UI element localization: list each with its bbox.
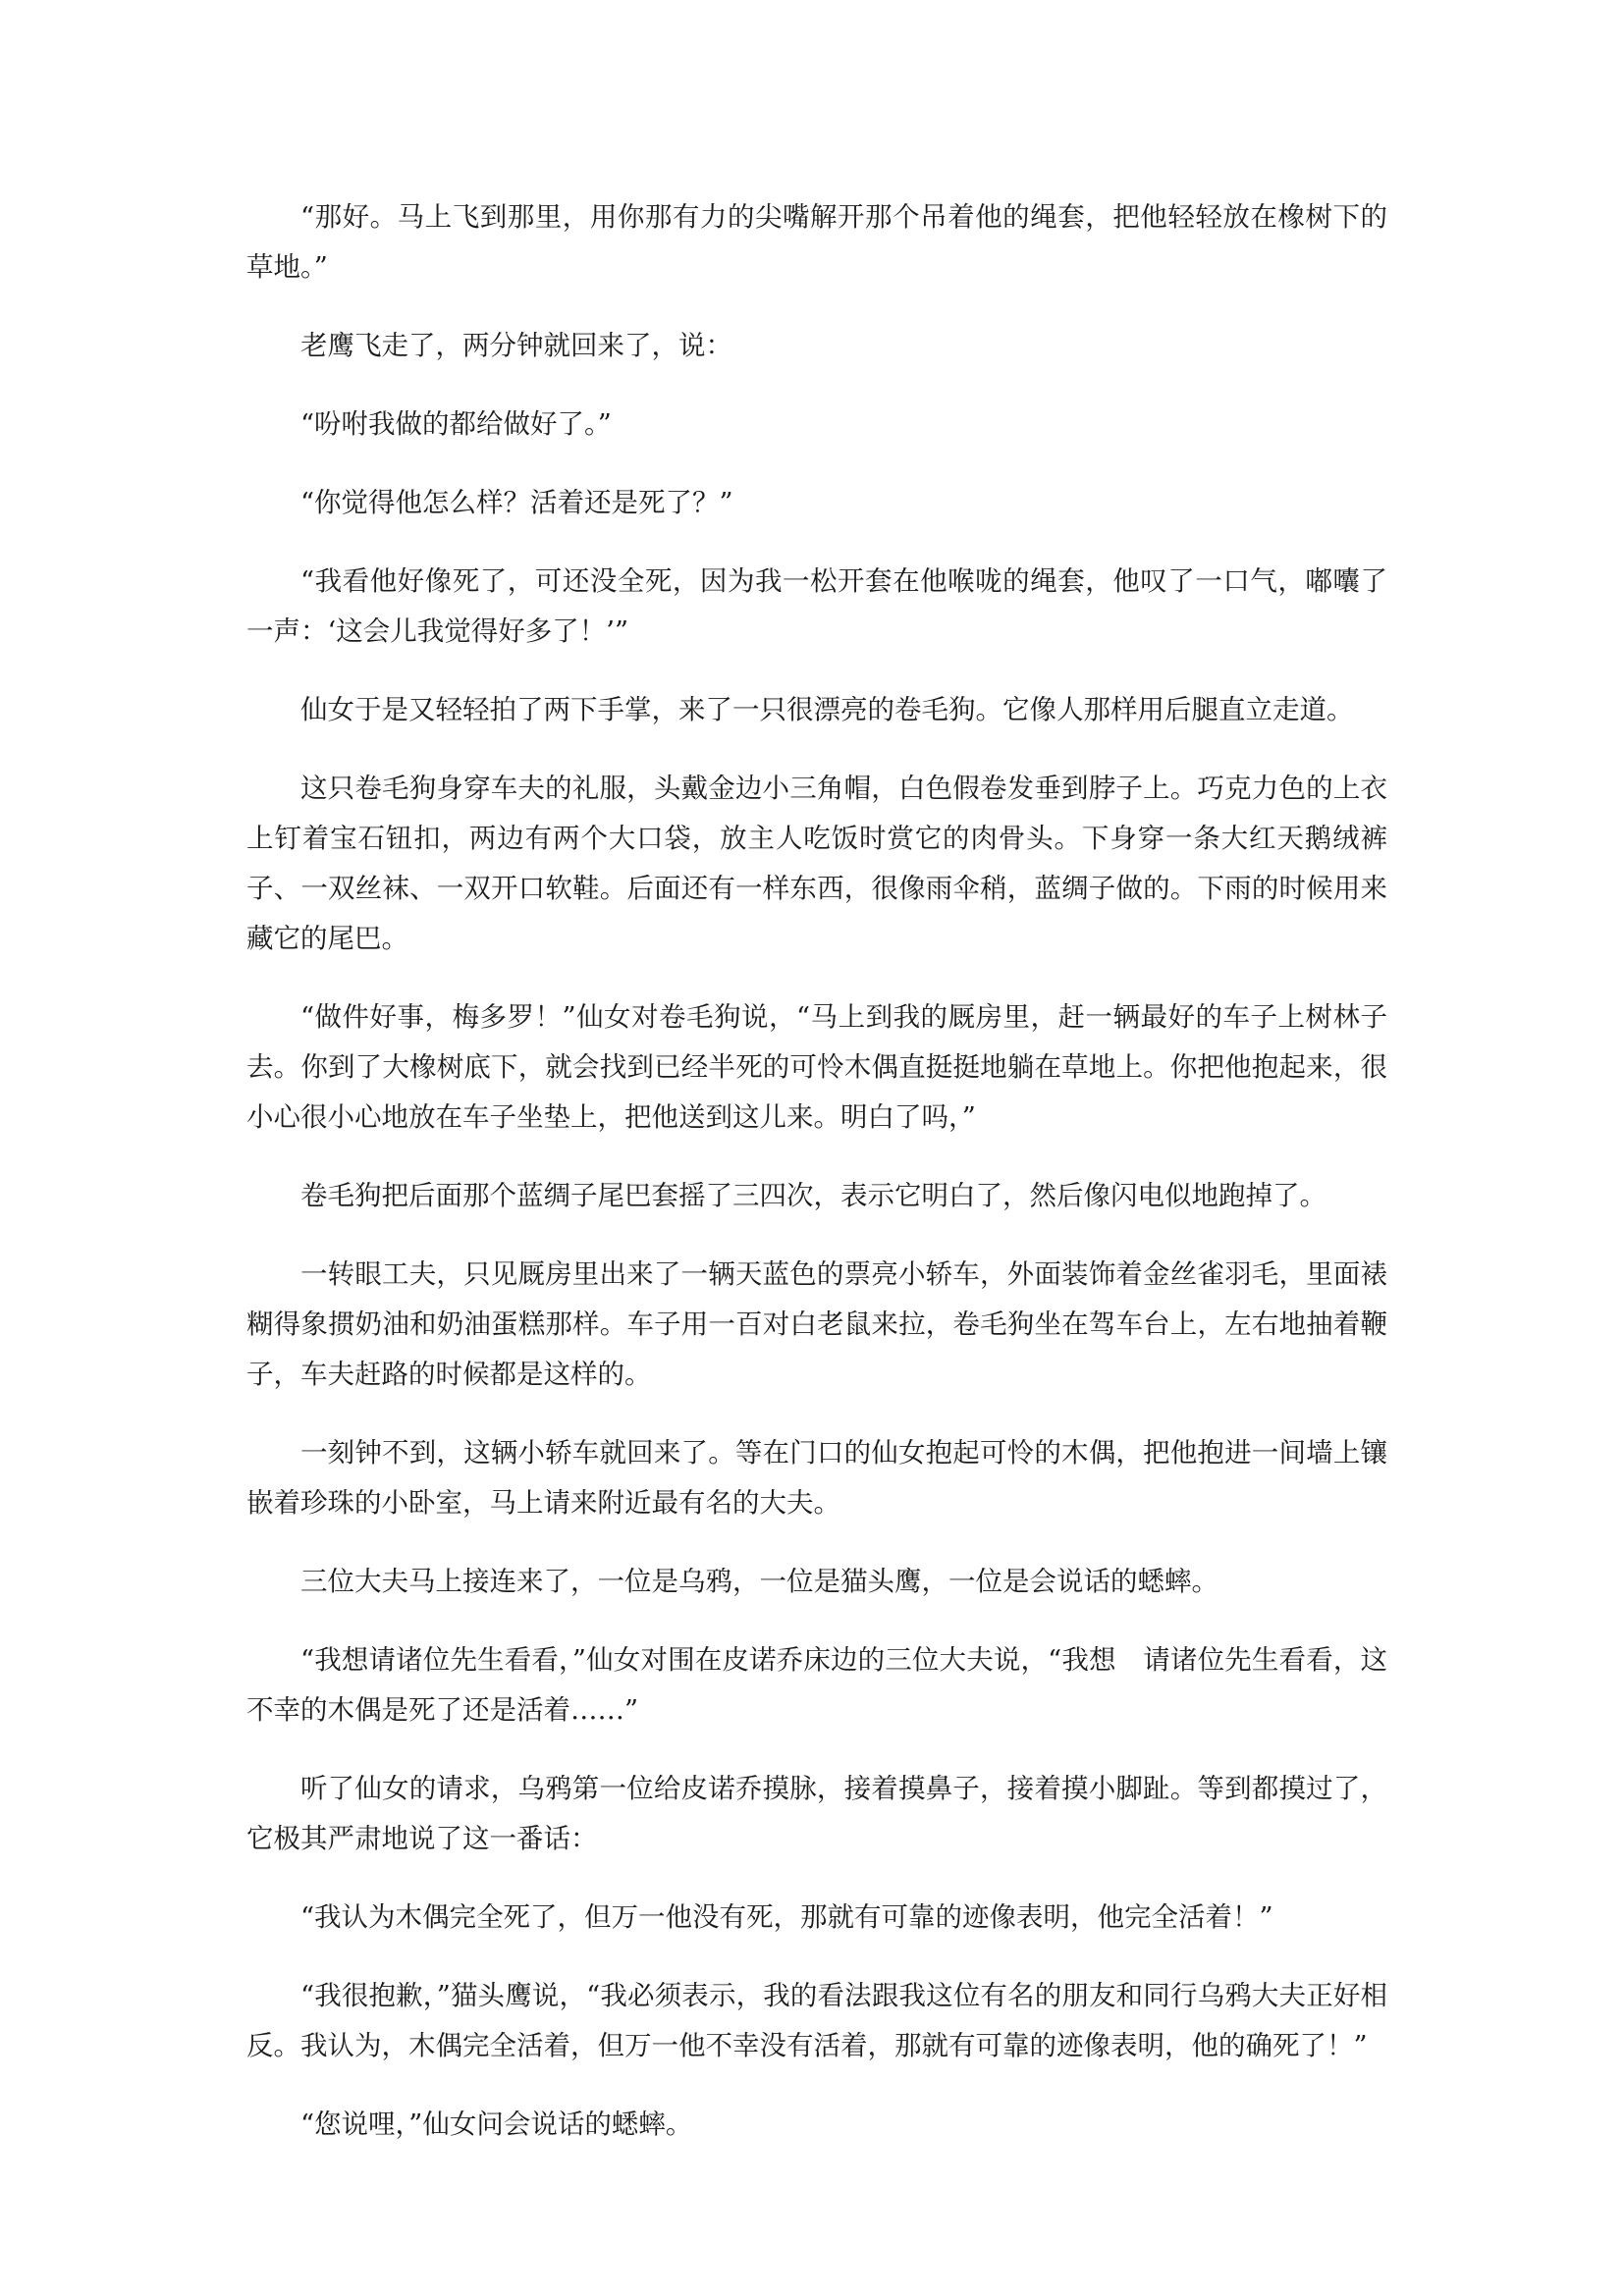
paragraph-3: “吩咐我做的都给做好了。” [300,408,612,440]
paragraph-9: 卷毛狗把后面那个蓝绸子尾巴套摇了三四次，表示它明白了，然后像闪电似地跑掉了。 [300,1180,1326,1211]
paragraph-5: “我看他好像死了，可还没全死，因为我一松开套在他喉咙的绳套，他叹了一口气，嘟囔了一声：‘这会儿我觉得好多了！’” [246,565,1387,647]
paragraph-2: 老鹰飞走了，两分钟就回来了，说： [300,330,732,361]
paragraph-10: 一转眼工夫，只见厩房里出来了一辆天蓝色的票亮小轿车，外面装饰着金丝雀羽毛，里面裱糊得象掼奶油和奶油蛋糕那样。车子用一百对白老鼠来拉，卷毛狗坐在驾车台上，左右地抽着鞭子，车夫赶路的时候都是这样的。 [246,1258,1387,1390]
paragraph-15: “我认为木偶完全死了，但万一他没有死，那就有可靠的迹像表明，他完全活着！” [300,1901,1273,1933]
paragraph-13: “我想请诸位先生看看，”仙女对围在皮诺乔床边的三位大夫说，“我想 请诸位先生看看，这不幸的木偶是死了还是活着……” [246,1644,1387,1726]
paragraph-1: “那好。马上飞到那里，用你那有力的尖嘴解开那个吊着他的绳套，把他轻轻放在橡树下的草地。” [246,201,1387,283]
paragraph-7: 这只卷毛狗身穿车夫的礼服，头戴金边小三角帽，白色假卷发垂到脖子上。巧克力色的上衣上钉着宝石钮扣，两边有两个大口袋，放主人吃饭时赏它的肉骨头。下身穿一条大红天鹅绒裤子、一双丝袜、一双开口软鞋。后面还有一样东西，很像雨伞稍，蓝绸子做的。下雨的时候用来藏它的尾巴。 [246,773,1387,954]
paragraph-8: “做件好事，梅多罗！”仙女对卷毛狗说，“马上到我的厩房里，赶一辆最好的车子上树林子去。你到了大橡树底下，就会找到已经半死的可怜木偶直挺挺地躺在草地上。你把他抱起来，很小心很小心地放在车子坐垫上，把他送到这儿来。明白了吗，” [246,1001,1387,1133]
paragraph-12: 三位大夫马上接连来了，一位是乌鸦，一位是猫头鹰，一位是会说话的蟋蟀。 [300,1566,1218,1597]
paragraph-16: “我很抱歉，”猫头鹰说，“我必须表示，我的看法跟我这位有名的朋友和同行乌鸦大夫正好相反。我认为，木偶完全活着，但万一他不幸没有活着，那就有可靠的迹像表明，他的确死了！” [246,1980,1387,2061]
paragraph-17: “您说哩，”仙女问会说话的蟋蟀。 [300,2109,693,2140]
paragraph-6: 仙女于是又轻轻拍了两下手掌，来了一只很漂亮的卷毛狗。它像人那样用后腿直立走道。 [300,694,1354,725]
paragraph-11: 一刻钟不到，这辆小轿车就回来了。等在门口的仙女抱起可怜的木偶，把他抱进一间墙上镶嵌着珍珠的小卧室，马上请来附近最有名的大夫。 [246,1437,1387,1519]
document-body [246,192,1387,2178]
paragraph-4: “你觉得他怎么样？活着还是死了？” [300,487,733,518]
paragraph-14: 听了仙女的请求，乌鸦第一位给皮诺乔摸脉，接着摸鼻子，接着摸小脚趾。等到都摸过了，它极其严肃地说了这一番话： [246,1773,1387,1854]
